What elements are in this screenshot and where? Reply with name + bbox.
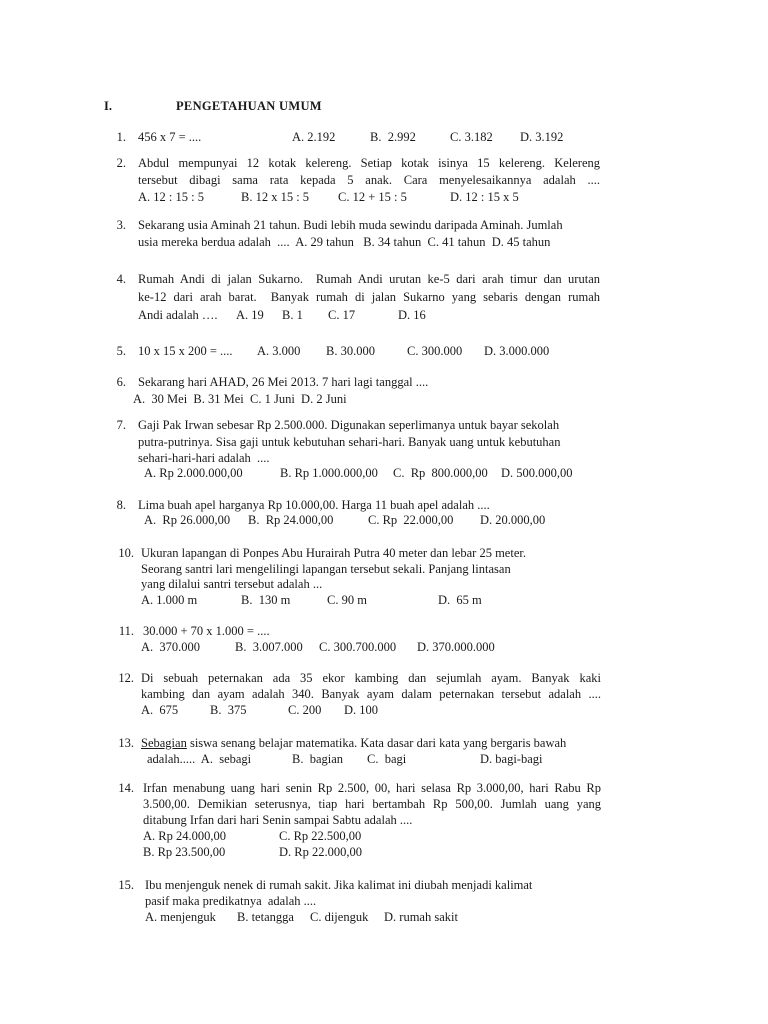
- option-d: D. 65 m: [438, 593, 482, 607]
- option-c: C. 300.000: [407, 344, 463, 358]
- question-text-line-3: yang dilalui santri tersebut adalah ...: [141, 577, 323, 591]
- question-number: 3.: [116, 218, 126, 232]
- option-d: D. 16: [398, 308, 426, 322]
- question-text-line-1: Irfan menabung uang hari senin Rp 2.500, 00, hari selasa Rp 3.000,00, hari Rabu Rp: [143, 781, 601, 795]
- option-c: C. 90 m: [327, 593, 367, 607]
- question-text-line-1: Sekarang usia Aminah 21 tahun. Budi lebih muda sewindu daripada Aminah. Jumlah: [138, 218, 563, 232]
- option-b: B. 30.000: [326, 344, 375, 358]
- question-text-line-1: Di sebuah peternakan ada 35 ekor kambing dan sejumlah ayam. Banyak kaki: [141, 671, 601, 685]
- option-a: A. menjenguk: [145, 910, 216, 924]
- question-text-line-2: kambing dan ayam adalah 340. Banyak ayam dalam peternakan tersebut adalah ....: [141, 687, 601, 701]
- question-text-line-1: Abdul mempunyai 12 kotak kelereng. Setiap kotak isinya 15 kelereng. Kelereng: [138, 156, 600, 170]
- options-line: A. 30 Mei B. 31 Mei C. 1 Juni D. 2 Juni: [133, 392, 347, 406]
- question-number: 10.: [118, 546, 134, 560]
- option-c: C. 12 + 15 : 5: [338, 190, 407, 204]
- question-number: 13.: [118, 736, 134, 750]
- question-text: 456 x 7 = ....: [138, 130, 202, 144]
- question-text-rest: siswa senang belajar matematika. Kata dasar dari kata yang bergaris bawah: [186, 736, 567, 750]
- question-number: 15.: [118, 878, 134, 892]
- option-a: A. 370.000: [141, 640, 201, 654]
- option-b: B. bagian: [292, 752, 344, 766]
- option-a: A. 19: [236, 308, 264, 322]
- option-c: C. 200: [288, 703, 322, 717]
- option-a: A. 1.000 m: [141, 593, 198, 607]
- option-a: A. Rp 26.000,00: [144, 513, 231, 527]
- question-text: 10 x 15 x 200 = ....: [138, 344, 233, 358]
- question-text: Sekarang hari AHAD, 26 Mei 2013. 7 hari lagi tanggal ....: [138, 375, 429, 389]
- option-c: C. Rp 800.000,00: [393, 466, 488, 480]
- option-a: A. 3.000: [257, 344, 301, 358]
- option-b: B. 3.007.000: [235, 640, 303, 654]
- option-b: B. 2.992: [370, 130, 416, 144]
- option-d: D. rumah sakit: [384, 910, 458, 924]
- question-text-line-2: Seorang santri lari mengelilingi lapangan tersebut sekali. Panjang lintasan: [141, 562, 511, 576]
- underlined-word: Sebagian: [141, 736, 187, 750]
- option-b: B. 1: [282, 308, 303, 322]
- option-d: D. 12 : 15 x 5: [450, 190, 519, 204]
- question-text: Lima buah apel harganya Rp 10.000,00. Harga 11 buah apel adalah ....: [138, 498, 490, 512]
- option-d: D. 20.000,00: [480, 513, 546, 527]
- question-number: 6.: [116, 375, 126, 389]
- option-c: C. dijenguk: [310, 910, 369, 924]
- option-b: B. 375: [210, 703, 247, 717]
- option-a: A. 12 : 15 : 5: [138, 190, 204, 204]
- option-b: B. Rp 23.500,00: [143, 845, 226, 859]
- option-b: B. Rp 1.000.000,00: [280, 466, 378, 480]
- question-number: 12.: [118, 671, 134, 685]
- question-number: 1.: [116, 130, 126, 144]
- question-number: 7.: [116, 418, 126, 432]
- question-text-line-2: usia mereka berdua adalah .... A. 29 tahun B. 34 tahun C. 41 tahun D. 45 tahun: [138, 235, 551, 249]
- question-text-line-2: pasif maka predikatnya adalah ....: [145, 894, 317, 908]
- option-b: B. Rp 24.000,00: [248, 513, 334, 527]
- question-text-line-3: ditabung Irfan dari hari Senin sampai Sabtu adalah ....: [143, 813, 413, 827]
- option-d: D. 3.192: [520, 130, 564, 144]
- option-a: A. Rp 24.000,00: [143, 829, 226, 843]
- option-b: B. 12 x 15 : 5: [241, 190, 310, 204]
- option-d: D. Rp 22.000,00: [279, 845, 362, 859]
- option-a: A. 2.192: [292, 130, 336, 144]
- question-number: 5.: [116, 344, 126, 358]
- question-text-line-1: Gaji Pak Irwan sebesar Rp 2.500.000. Digunakan seperlimanya untuk bayar sekolah: [138, 418, 560, 432]
- question-number: 2.: [116, 156, 126, 170]
- question-number: 8.: [116, 498, 126, 512]
- option-b: B. tetangga: [237, 910, 294, 924]
- option-d: D. bagi-bagi: [480, 752, 543, 766]
- section-number: I.: [104, 99, 112, 113]
- option-d: D. 3.000.000: [484, 344, 550, 358]
- question-number: 4.: [116, 272, 126, 286]
- question-text-line-2: tersebut dibagi sama rata kepada 5 anak. Cara menyelesaikannya adalah ....: [138, 173, 600, 187]
- question-text-line-2: adalah..... A. sebagi: [147, 752, 252, 766]
- question-number: 11.: [118, 624, 134, 638]
- option-c: C. bagi: [367, 752, 407, 766]
- option-c: C. Rp 22.500,00: [279, 829, 362, 843]
- option-c: C. 3.182: [450, 130, 493, 144]
- question-number: 14.: [118, 781, 134, 795]
- option-c: C. 300.700.000: [319, 640, 397, 654]
- option-a: A. 675: [141, 703, 179, 717]
- option-d: D. 500.000,00: [501, 466, 573, 480]
- question-text-line-1: Ibu menjenguk nenek di rumah sakit. Jika kalimat ini diubah menjadi kalimat: [145, 878, 533, 892]
- question-text-line-2: ke-12 dari arah barat. Banyak rumah di jalan Sukarno yang sebaris dengan rumah: [138, 290, 600, 304]
- option-c: C. 17: [328, 308, 356, 322]
- question-text-line-1: Ukuran lapangan di Ponpes Abu Hurairah Putra 40 meter dan lebar 25 meter.: [141, 546, 526, 560]
- option-d: D. 100: [344, 703, 379, 717]
- option-b: B. 130 m: [241, 593, 291, 607]
- section-title: PENGETAHUAN UMUM: [176, 99, 322, 113]
- question-text: 30.000 + 70 x 1.000 = ....: [143, 624, 270, 638]
- question-text-line-3: Andi adalah ….: [138, 308, 218, 322]
- option-a: A. Rp 2.000.000,00: [144, 466, 243, 480]
- question-text-line-1: [141, 735, 566, 751]
- question-text-line-2: putra-putrinya. Sisa gaji untuk kebutuhan sehari-hari. Banyak uang untuk kebutuhan: [138, 435, 561, 449]
- question-text-line-1: Rumah Andi di jalan Sukarno. Rumah Andi urutan ke-5 dari arah timur dan urutan: [138, 272, 600, 286]
- option-d: D. 370.000.000: [417, 640, 495, 654]
- question-text-line-2: 3.500,00. Demikian seterusnya, tiap hari bertambah Rp 500,00. Jumlah uang yang: [143, 797, 601, 811]
- option-c: C. Rp 22.000,00: [368, 513, 454, 527]
- question-text-line-3: sehari-hari-hari adalah ....: [138, 451, 270, 465]
